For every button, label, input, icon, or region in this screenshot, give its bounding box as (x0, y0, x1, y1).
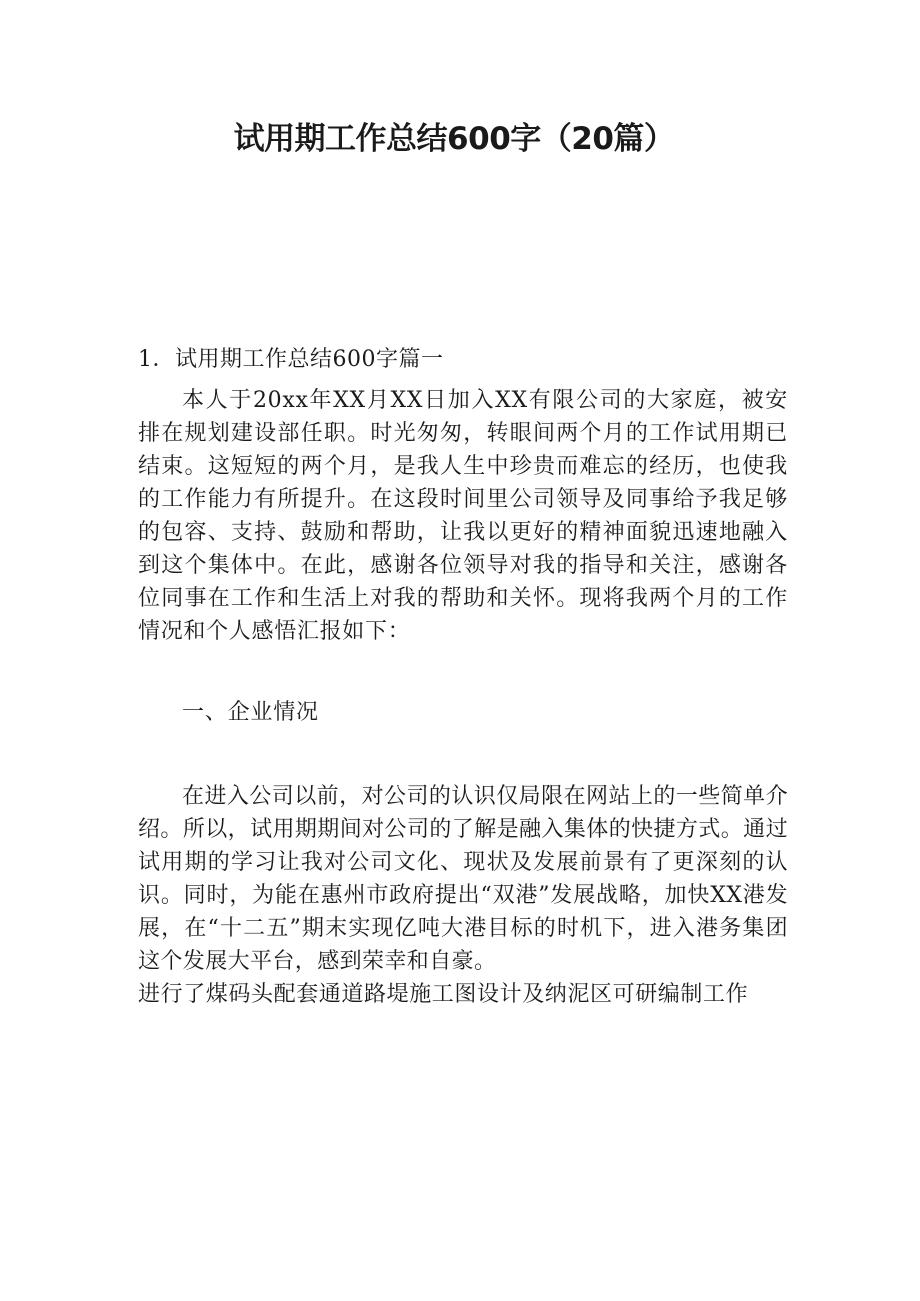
subheading-company-situation: 一、企业情况 (182, 700, 319, 725)
paragraph-intro: 本人于20xx年XX月XX日加入XX有限公司的大家庭，被安排在规划建设部任职。时光匆匆，转眼间两个月的工作试用期已结束。这短短的两个月，是我人生中珍贵而难忘的经历，也使我的工作能力有所提升。在这段时间里公司领导及同事给予我足够的包容、支持、鼓励和帮助，让我以更好的精神面貌迅速地融入到这个集体中。在此，感谢各位领导对我的指导和关注，感谢各位同事在工作和生活上对我的帮助和关怀。现将我两个月的工作情况和个人感悟汇报如下： (138, 388, 788, 644)
paragraph-company-understanding: 在进入公司以前，对公司的认识仅局限在网站上的一些简单介绍。所以，试用期期间对公司的了解是融入集体的快捷方式。通过试用期的学习让我对公司文化、现状及发展前景有了更深刻的认识。同时，为能在惠州市政府提出“双港”发展战略，加快XX港发展，在“十二五”期末实现亿吨大港目标的时机下，进入港务集团这个发展大平台，感到荣幸和自豪。 (138, 784, 788, 974)
document-title: 试用期工作总结600字（20篇） (233, 121, 675, 157)
section-heading: 1．试用期工作总结600字篇一 (138, 347, 444, 372)
paragraph-work-item: 进行了煤码头配套通道路堤施工图设计及纳泥区可研编制工作 (138, 982, 749, 1007)
document-body (138, 343, 788, 1011)
